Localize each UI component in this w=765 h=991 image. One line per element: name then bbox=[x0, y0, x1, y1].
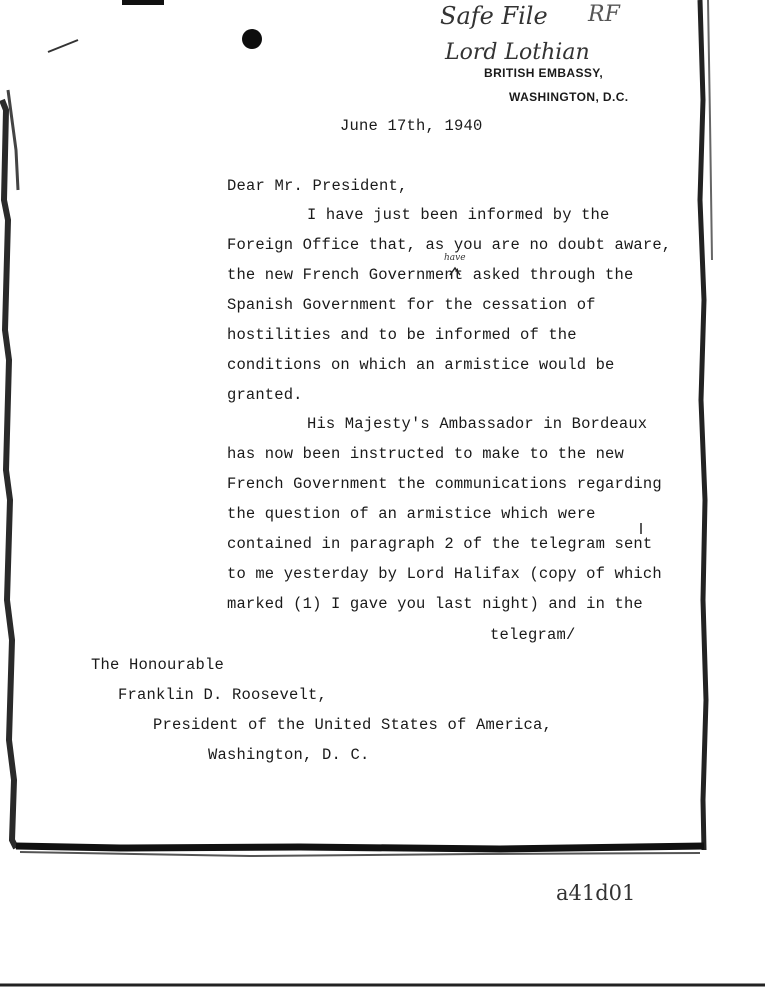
body-line: the new French Government asked through the bbox=[227, 266, 634, 284]
salutation: Dear Mr. President, bbox=[227, 177, 408, 195]
right-scan-edge bbox=[700, 0, 706, 850]
archive-number: a41d01 bbox=[556, 881, 636, 905]
body-line: hostilities and to be informed of the bbox=[227, 326, 577, 344]
handwritten-file-note: Safe File bbox=[440, 2, 548, 30]
body-line: I have just been informed by the bbox=[307, 206, 610, 224]
bottom-page-border bbox=[16, 846, 704, 849]
addressee-line-1: The Honourable bbox=[91, 656, 225, 674]
body-line: granted. bbox=[227, 386, 303, 404]
body-line: conditions on which an armistice would be bbox=[227, 356, 615, 374]
addressee-line-2: Franklin D. Roosevelt, bbox=[118, 686, 328, 704]
letterhead-line-2: WASHINGTON, D.C. bbox=[509, 90, 629, 104]
top-edge-mark bbox=[122, 0, 164, 5]
handwritten-insertion: have bbox=[444, 253, 466, 263]
bottom-page-shadow bbox=[20, 852, 700, 856]
punch-hole bbox=[242, 29, 262, 49]
catchword: telegram/ bbox=[490, 626, 576, 644]
body-line: Spanish Government for the cessation of bbox=[227, 296, 596, 314]
body-line: has now been instructed to make to the new bbox=[227, 445, 624, 463]
body-line: contained in paragraph 2 of the telegram sent bbox=[227, 535, 653, 553]
addressee-line-4: Washington, D. C. bbox=[208, 746, 370, 764]
left-scan-edge bbox=[2, 100, 16, 848]
left-scan-mark bbox=[8, 90, 18, 190]
right-scan-shadow bbox=[708, 0, 712, 260]
addressee-line-3: President of the United States of America, bbox=[153, 716, 553, 734]
handwritten-name-note: Lord Lothian bbox=[445, 40, 590, 65]
body-line: marked (1) I gave you last night) and in the bbox=[227, 595, 643, 613]
letter-date: June 17th, 1940 bbox=[340, 117, 483, 135]
body-line: French Government the communications regarding bbox=[227, 475, 662, 493]
body-line: His Majesty's Ambassador in Bordeaux bbox=[307, 415, 648, 433]
handwritten-mark-note: RF bbox=[588, 2, 620, 27]
stray-pen-mark bbox=[48, 40, 78, 52]
body-line: Foreign Office that, as you are no doubt aware, bbox=[227, 236, 672, 254]
letterhead-line-1: BRITISH EMBASSY, bbox=[484, 66, 604, 80]
body-line: the question of an armistice which were bbox=[227, 505, 596, 523]
body-line: to me yesterday by Lord Halifax (copy of which bbox=[227, 565, 662, 583]
